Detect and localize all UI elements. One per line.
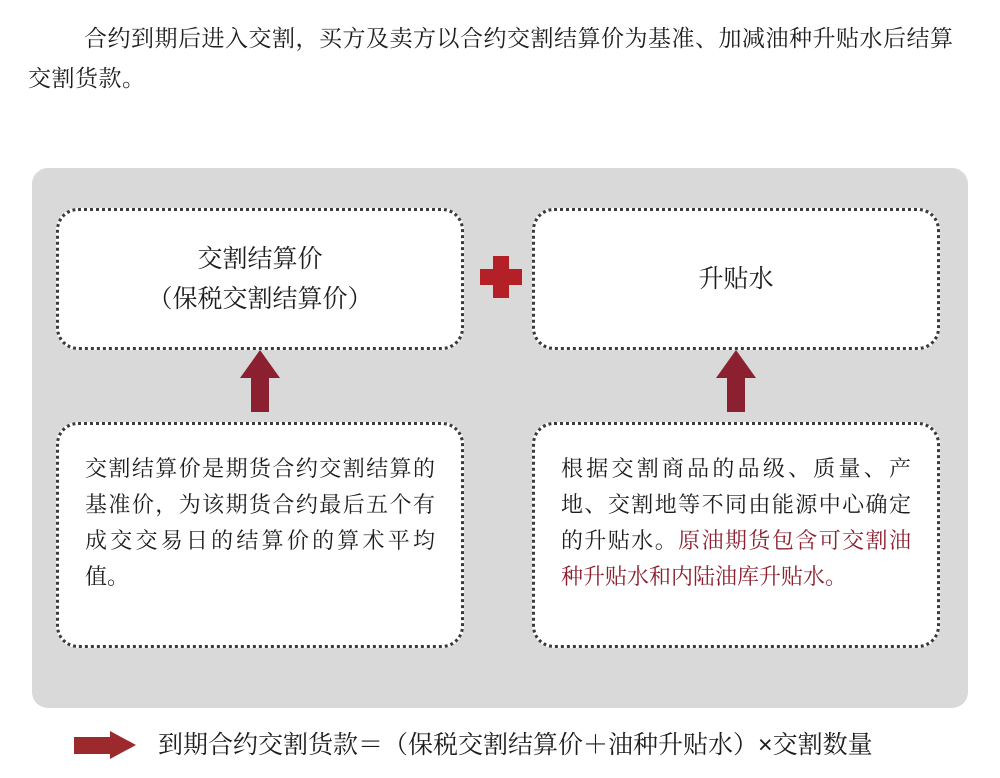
right-arrow-icon [74, 731, 136, 759]
intro-paragraph [28, 18, 972, 98]
arrow-head [240, 350, 280, 378]
premium-definition-plain: 根据交割商品的品级、质量、产地、交割地等不同由能源中心确定的升贴水。 [561, 456, 911, 553]
box-premium-discount-definition-content [535, 425, 937, 595]
intro-text: 合约到期后进入交割，买方及卖方以合约交割结算价为基准、加减油种升贴水后结算交割货款。 [28, 25, 954, 91]
box-premium-discount [532, 208, 940, 350]
box-settlement-price [56, 208, 464, 350]
arrow-tip [110, 731, 136, 759]
footer-formula-text: 到期合约交割货款＝（保税交割结算价＋油种升贴水）×交割数量 [158, 731, 873, 759]
arrow-shaft [74, 737, 112, 754]
footer-formula-row [32, 720, 968, 770]
box-premium-discount-line1: 升贴水 [698, 265, 774, 293]
box-settlement-price-line1: 交割结算价 [197, 245, 323, 273]
plus-icon [480, 256, 522, 298]
arrow-head [716, 350, 756, 378]
box-premium-discount-content [535, 211, 937, 347]
diagram-panel [32, 168, 968, 708]
arrow-stem [727, 377, 745, 412]
box-settlement-price-definition-text: 交割结算价是期货合约交割结算的基准价，为该期货合约最后五个有成交交易日的结算价的算术平均值。 [85, 456, 435, 589]
box-settlement-price-definition [56, 422, 464, 648]
box-settlement-price-content [59, 211, 461, 347]
up-arrow-icon-left [240, 350, 280, 412]
premium-definition-highlight: 原油期货包含可交割油种升贴水和内陆油库升贴水。 [561, 528, 911, 589]
arrow-stem [251, 377, 269, 412]
up-arrow-icon-right [716, 350, 756, 412]
box-premium-discount-definition [532, 422, 940, 648]
box-settlement-price-line2: （保税交割结算价） [147, 285, 373, 313]
